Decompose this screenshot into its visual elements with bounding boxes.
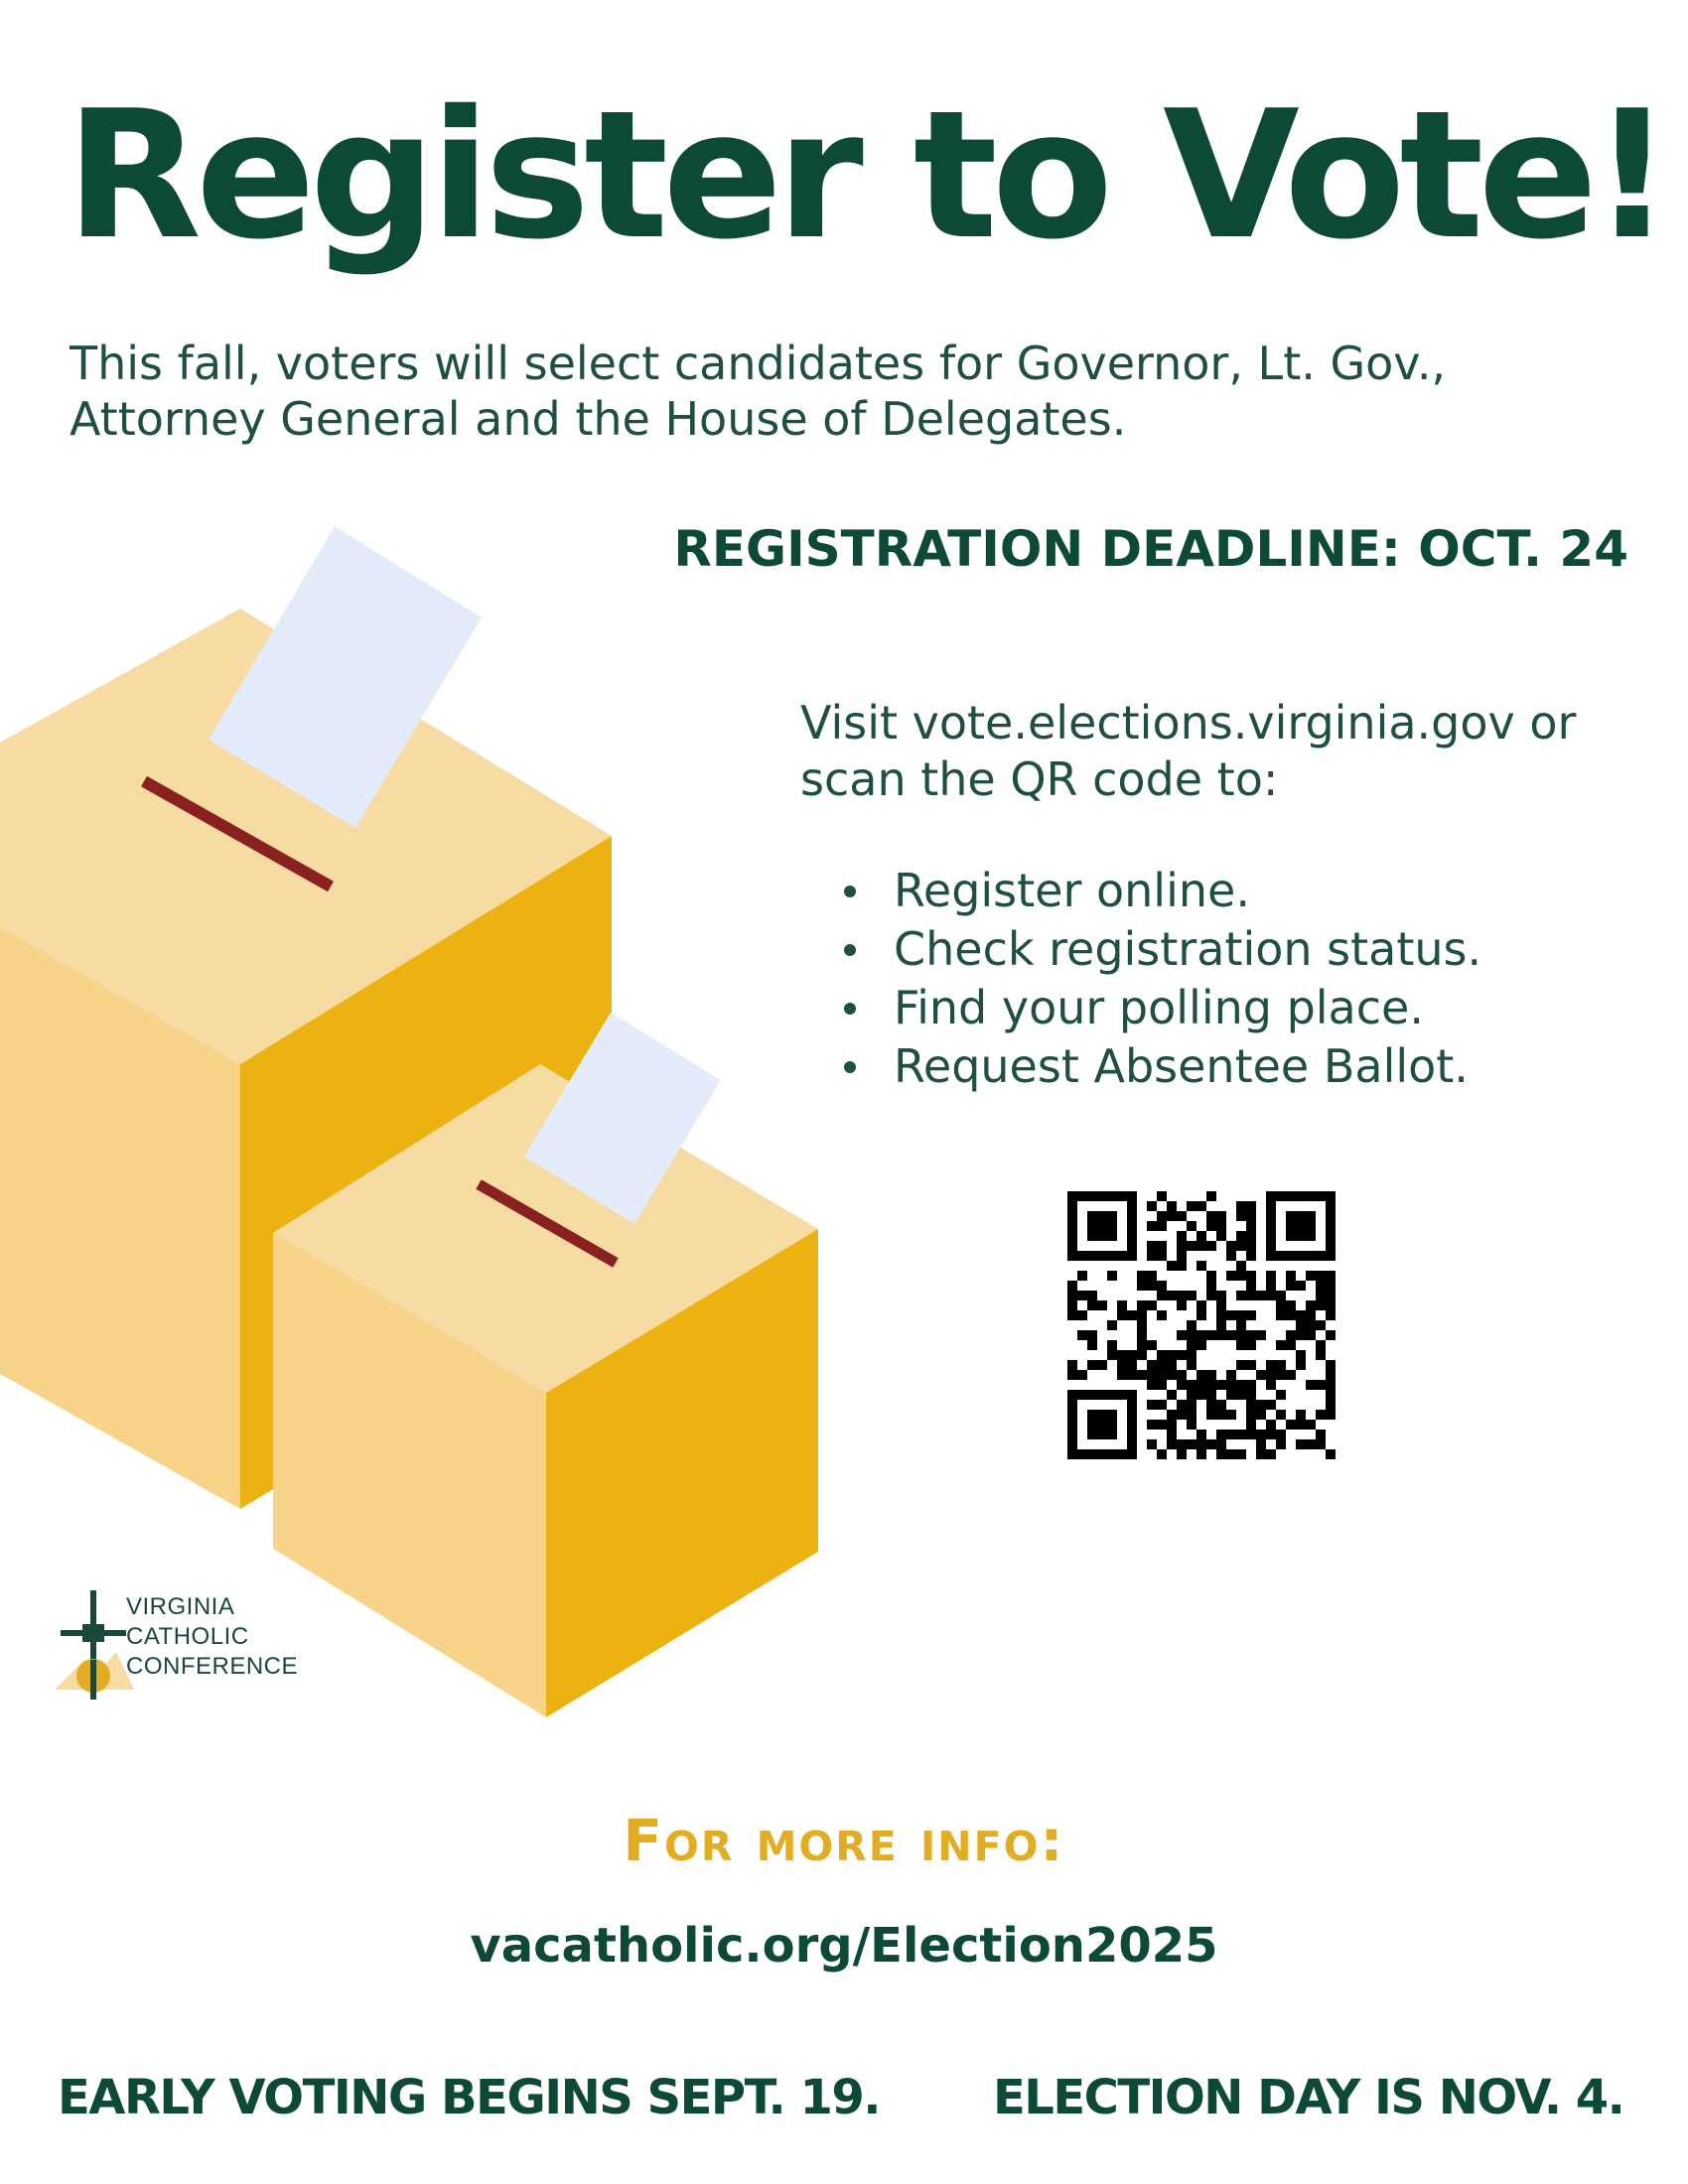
action-item: Find your polling place. xyxy=(844,979,1658,1037)
registration-deadline: REGISTRATION DEADLINE: OCT. 24 xyxy=(673,520,1628,578)
election-day-date: ELECTION DAY IS NOV. 4. xyxy=(993,2070,1624,2125)
virginia-catholic-conference-logo xyxy=(55,1590,343,1700)
logo-line: VIRGINIA xyxy=(126,1593,235,1620)
qr-code[interactable] xyxy=(1067,1191,1336,1459)
visit-instructions: Visit vote.elections.virginia.gov or scan the QR code to: xyxy=(800,696,1577,806)
action-item: Register online. xyxy=(844,862,1658,920)
action-list xyxy=(844,862,1658,1096)
page-title: Register to Vote! xyxy=(66,72,1667,278)
logo-line: CONFERENCE xyxy=(126,1653,299,1680)
more-info-heading: For more info: xyxy=(623,1807,1065,1874)
action-item: Request Absentee Ballot. xyxy=(844,1037,1658,1096)
intro-text: This fall, voters will select candidates for Governor, Lt. Gov., Attorney General and the House of Delegates. xyxy=(70,337,1447,446)
action-item: Check registration status. xyxy=(844,920,1658,979)
info-url[interactable]: vacatholic.org/Election2025 xyxy=(470,1918,1218,1974)
logo-line: CATHOLIC xyxy=(126,1623,249,1650)
ballot-box-illustration xyxy=(0,516,834,1717)
early-voting-date: EARLY VOTING BEGINS SEPT. 19. xyxy=(58,2070,881,2125)
